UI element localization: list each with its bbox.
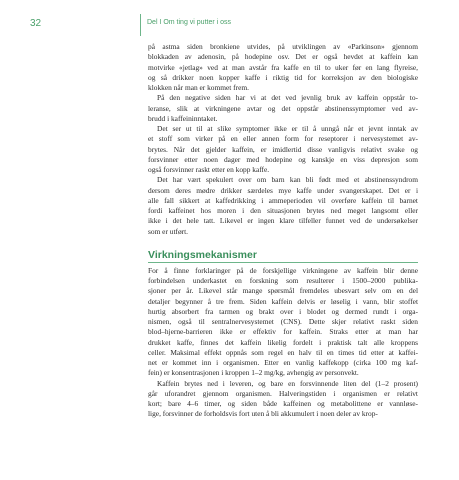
text-line: også forsvinner raskt etter en kopp kaffe.: [148, 165, 270, 174]
text-line: celler. Maksimal effekt oppnås som regel en halv til en times tid etter at kaffei-: [148, 347, 418, 357]
text-line: Kaffein brytes ned i leveren, og bare en forsvinnende liten del (1–2 prosent): [157, 378, 418, 388]
page-number: 32: [30, 18, 42, 29]
text-line: sjoner per år. Likevel står mange spørsmål fremdeles ubesvart selv om en del: [148, 286, 418, 296]
text-line: brytes. Når det gjelder kaffein, er imidlertid disse vanligvis relativt svake og: [148, 144, 418, 154]
text-line: kort; bare 4–6 timer, og siden både kaffeinen og metabolittene er vannløse-: [148, 399, 418, 408]
text-line: lige, forsvinner de forholdsvis fort uten å bli akkumulert i noen deler av krop-: [148, 409, 378, 419]
page-header: [0, 18, 459, 32]
text-line: fein) er konsentrasjonen i kroppen 1–2 mg/kg, avhengig av personvekt.: [148, 368, 359, 378]
text-line: dersom deres mødre drikker særdeles mye kaffe under svangerskapet. Det er i: [148, 185, 418, 195]
section-heading: Virkningsmekanismer: [148, 248, 257, 261]
text-line: som er utført.: [148, 226, 189, 236]
text-line: blokkaden av adenosin, på hodepine osv. Det er også hevdet at kaffein kan: [148, 52, 418, 62]
text-line: ikke i det hele tatt. Likevel er ingen klare tilfeller funnet ved de undersøkelser: [148, 216, 418, 226]
text-line: motvirke «jetlag» ved at man avstår fra kaffe en til to uker før en lang flyreise,: [148, 62, 418, 72]
text-line: leranse, slik at virkningene avtar og det oppstår abstinenssymptomer ved av-: [148, 103, 418, 113]
text-line: nismen, også til sentralnervesystemet (CNS). Dette skjer relativt raskt siden: [148, 317, 418, 326]
body-text: [148, 42, 418, 420]
text-line: og så drikker noen kopper kaffe i riktig tid for korreksjon av den biologiske: [148, 72, 418, 82]
text-line: Det har vært spekulert over om barn kan bli født med et abstinenssyndrom: [157, 175, 418, 185]
text-line: forbindelsen underkastet en forskning som resulterer i 1500–2000 publika-: [148, 276, 418, 285]
text-line: går uforandret gjennom organismen. Halveringstiden i organismen er relativt: [148, 388, 418, 398]
running-head: Del I Om ting vi putter i oss: [147, 19, 232, 26]
text-line: For å finne forklaringer på de forskjellige virkningene av kaffein blir denne: [148, 265, 418, 275]
text-line: fordi kaffeinet hos moren i den situasjonen brytes ned meget langsomt eller: [148, 206, 418, 215]
text-line: detaljer begynner å tre frem. Siden kaffein delvis er løselig i vann, blir stoffet: [148, 296, 418, 306]
text-line: Det ser ut til at slike symptomer ikke er til å unngå når et jevnt inntak av: [157, 124, 418, 133]
top-paragraphs: [148, 42, 418, 237]
text-line: brudd i kaffeininntaket.: [148, 113, 218, 123]
text-line: alle fall sikkert at kaffedrikking i ammeperioden vil overføre kaffein til barnet: [148, 195, 418, 205]
section-divider: [148, 262, 418, 263]
text-line: klokken når man er kommet frem.: [148, 83, 249, 92]
header-divider: [140, 14, 141, 36]
bottom-paragraphs: [148, 266, 418, 420]
text-line: drukket kaffe, finnes det kaffein likelig fordelt i praktisk talt alle kroppens: [148, 337, 418, 347]
text-line: forsvinner etter noen dager med hodepine og kanskje en viss depresjon som: [148, 154, 418, 164]
text-line: net er kommet inn i organismen. Etter en vanlig kaffekopp (cirka 100 mg kaf-: [148, 358, 418, 367]
text-line: hurtig absorbert fra tarmen og brakt over i blodet og dermed rundt i orga-: [148, 306, 418, 316]
text-line: et stoff som virker på en eller annen form for reseptorer i nervesystemet av-: [148, 134, 418, 144]
text-line: blod–hjerne-barrieren ikke er effektiv for kaffein. Straks etter at man har: [148, 327, 418, 337]
text-line: på astma siden bronkiene utvides, på utviklingen av «Parkinson» gjennom: [148, 42, 418, 51]
text-line: På den negative siden har vi at det ved jevnlig bruk av kaffein oppstår to-: [157, 93, 418, 103]
